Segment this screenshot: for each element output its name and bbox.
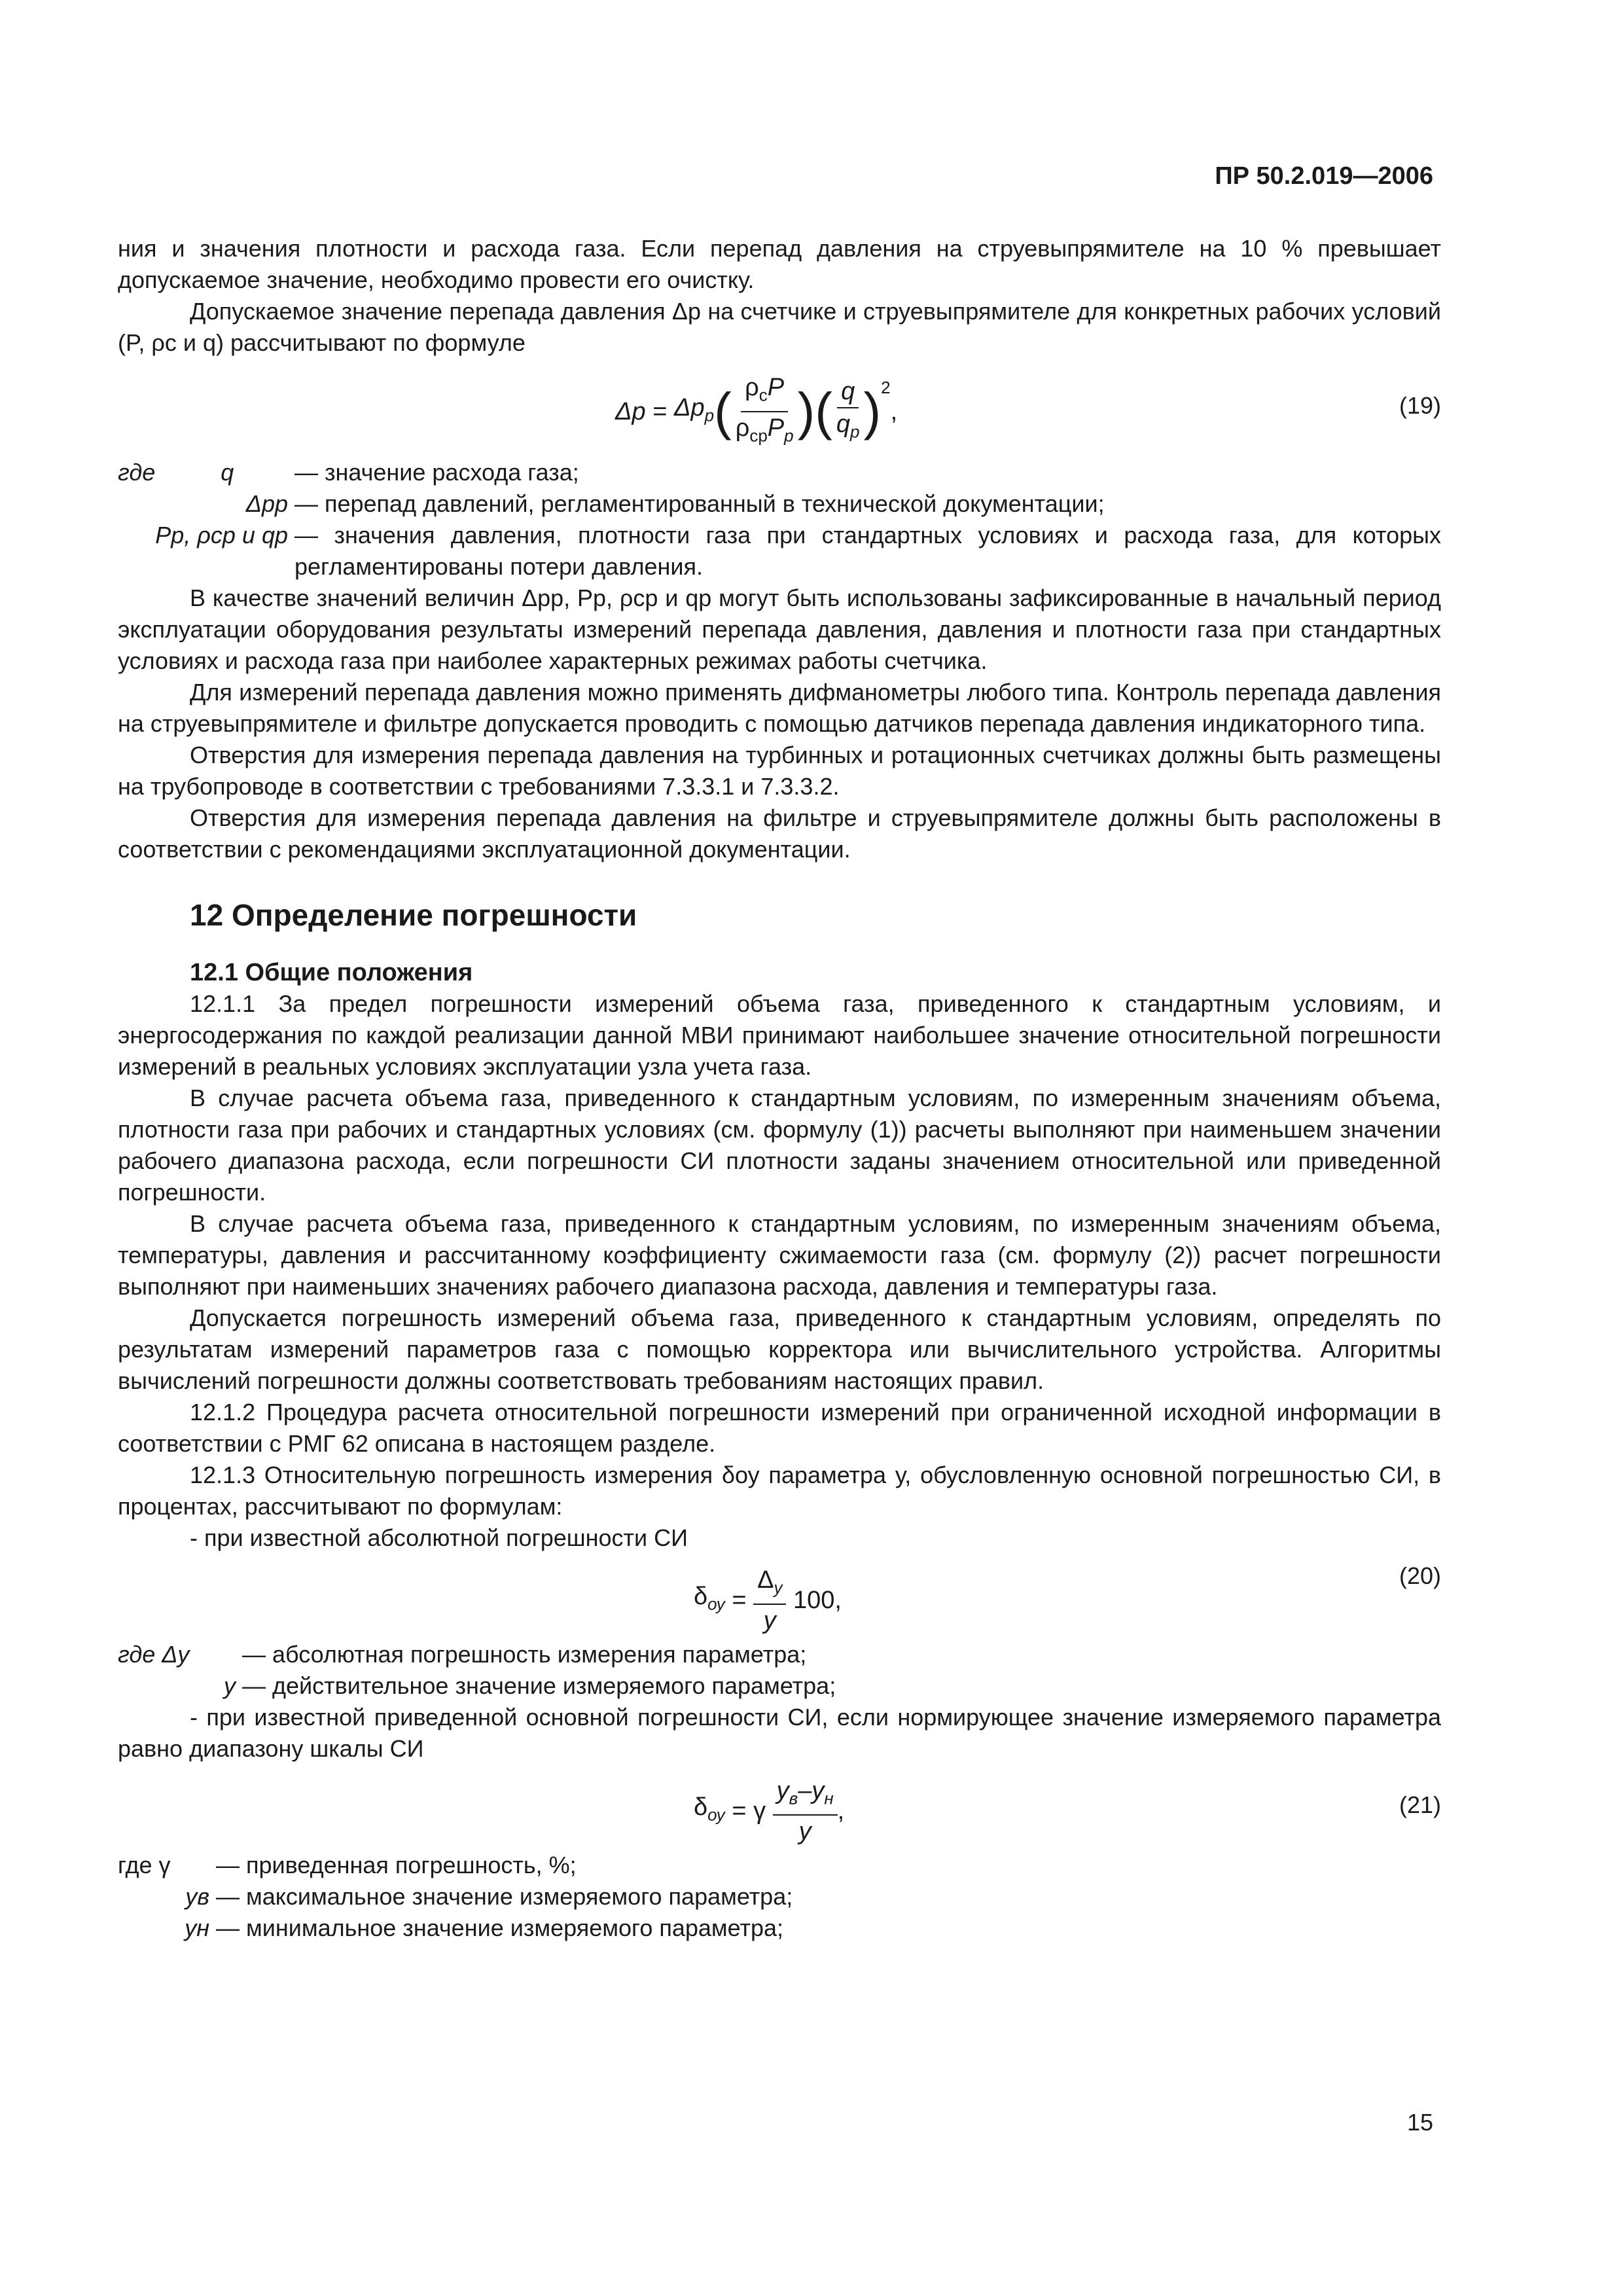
definition-term: Δpp [245, 490, 288, 517]
formula-19-expression: Δp = $\Delta p_p$ ( $\frac{\rho_сP}{\rho_{ср}P_p}$ ) ( $\frac{q}{q_p}$ ) $^2$ , [615, 372, 897, 451]
definition-text: — значение расхода газа; [294, 459, 579, 486]
paragraph: 12.1.2 Процедура расчета относительной погрешности измерений при ограниченной исходной информации в соответствии с РМГ 62 описана в настоящем разделе. [118, 1399, 1441, 1457]
definition-row [118, 1881, 1441, 1912]
paragraph: 12.1.3 Относительную погрешность измерения δоу параметра у, обусловленную основной погрешностью СИ, в процентах, рассчитывают по формулам: [118, 1462, 1441, 1520]
definition-term: Pp, ρср и qp [155, 522, 288, 548]
paragraph: Отверстия для измерения перепада давления на фильтре и струевыпрямителе должны быть расположены в соответствии с рекомендациями эксплуатационной документации. [118, 804, 1441, 863]
definition-term: ув [185, 1883, 209, 1910]
formula-20 [118, 1554, 1441, 1639]
definition-term: ун [185, 1914, 209, 1941]
definitions-21 [118, 1850, 1441, 1944]
formula-20-expression: $\delta_{оу}$ = $\frac{\Delta_у}{у}$ 100, [694, 1564, 842, 1636]
section-heading: 12 Определение погрешности [190, 898, 637, 932]
definition-row [118, 457, 1441, 488]
definition-text: — приведенная погрешность, %; [216, 1852, 577, 1878]
definition-row [118, 488, 1441, 520]
paragraph: В случае расчета объема газа, приведенного к стандартным условиям, по измеренным значениям объема, плотности газа при рабочих и стандартных условиях (см. формулу (1)) расчеты выполняют при наименьшем значении рабочего диапазона расхода, если погрешности СИ плотности заданы значением относительной или приведенной погрешности. [118, 1085, 1441, 1206]
formula-21 [118, 1765, 1441, 1850]
page-number: 15 [1406, 2109, 1433, 2136]
definition-term: где γ [118, 1852, 171, 1878]
definition-row [118, 1639, 1441, 1670]
definition-text: — абсолютная погрешность измерения параметра; [242, 1641, 807, 1668]
standard-code: ПР 50.2.019—2006 [1215, 162, 1433, 190]
page-body [118, 233, 1441, 1944]
formula-multiplier: 100, [793, 1586, 842, 1614]
definitions-20 [118, 1639, 1441, 1702]
definition-row [118, 520, 1441, 583]
definitions-19 [118, 457, 1441, 583]
paragraph: ния и значения плотности и расхода газа. Если перепад давления на струевыпрямителе на 10 % превышает допускаемое значение, необходимо провести его очистку. [118, 235, 1441, 293]
paragraph: Для измерений перепада давления можно применять дифманометры любого типа. Контроль перепада давления на струевыпрямителе и фильтре допускается проводить с помощью датчиков перепада давления индикаторного типа. [118, 679, 1441, 737]
definition-term: у [224, 1672, 236, 1699]
paragraph: Допускаемое значение перепада давления Δp на счетчике и струевыпрямителе для конкретных рабочих условий (P, ρс и q) рассчитывают по формуле [118, 298, 1441, 356]
paragraph: 12.1.1 За предел погрешности измерений объема газа, приведенного к стандартным условиям, и энергосодержания по каждой реализации данной МВИ принимают наибольшее значение относительной погрешности измерений в реальных условиях эксплуатации узла учета газа. [118, 990, 1441, 1080]
definition-text: — значения давления, плотности газа при стандартных условиях и расхода газа, для которых регламентированы потери давления. [294, 522, 1441, 580]
definition-text: — минимальное значение измеряемого параметра; [216, 1914, 784, 1941]
formula-19 [118, 359, 1441, 457]
definition-term: где q [118, 459, 234, 486]
definition-text: — действительное значение измеряемого параметра; [242, 1672, 836, 1699]
definition-term: где Δy [118, 1641, 190, 1668]
formula-21-expression: $\delta_{оу}$ = γ $\frac{у_в-у_н}{у}$ , [694, 1775, 844, 1847]
list-item: - при известной абсолютной погрешности СИ [190, 1524, 688, 1551]
subsection-heading: 12.1 Общие положения [190, 959, 473, 986]
paragraph: В случае расчета объема газа, приведенного к стандартным условиям, по измеренным значениям объема, температуры, давления и рассчитанному коэффициенту сжимаемости газа (см. формулу (2)) расчет погрешности выполняют при наименьших значениях рабочего диапазона расхода, давления и температуры газа. [118, 1210, 1441, 1300]
paragraph: Допускается погрешность измерений объема газа, приведенного к стандартным условиям, определять по результатам измерений параметров газа с помощью корректора или вычислительного устройства. Алгоритмы вычислений погрешности должны соответствовать требованиям настоящих правил. [118, 1304, 1441, 1394]
paragraph: Отверстия для измерения перепада давления на турбинных и ротационных счетчиках должны быть размещены на трубопроводе в соответствии с требованиями 7.3.3.1 и 7.3.3.2. [118, 742, 1441, 800]
paragraph: В качестве значений величин Δpp, Pp, ρср и qp могут быть использованы зафиксированные в начальный период эксплуатации оборудования результаты измерений перепада давления, давления и плотности газа при стандартных условиях и расхода газа при наиболее характерных режимах работы счетчика. [118, 584, 1441, 674]
definition-text: — максимальное значение измеряемого параметра; [216, 1883, 793, 1910]
definition-row [118, 1850, 1441, 1881]
definition-row [118, 1912, 1441, 1944]
equation-number: (21) [1399, 1791, 1441, 1818]
list-item: - при известной приведенной основной погрешности СИ, если нормирующее значение измеряемого параметра равно диапазону шкалы СИ [118, 1704, 1441, 1762]
equation-number: (19) [1399, 392, 1441, 419]
definition-row [118, 1670, 1441, 1702]
definition-text: — перепад давлений, регламентированный в технической документации; [294, 490, 1105, 517]
equation-number: (20) [1399, 1562, 1441, 1589]
